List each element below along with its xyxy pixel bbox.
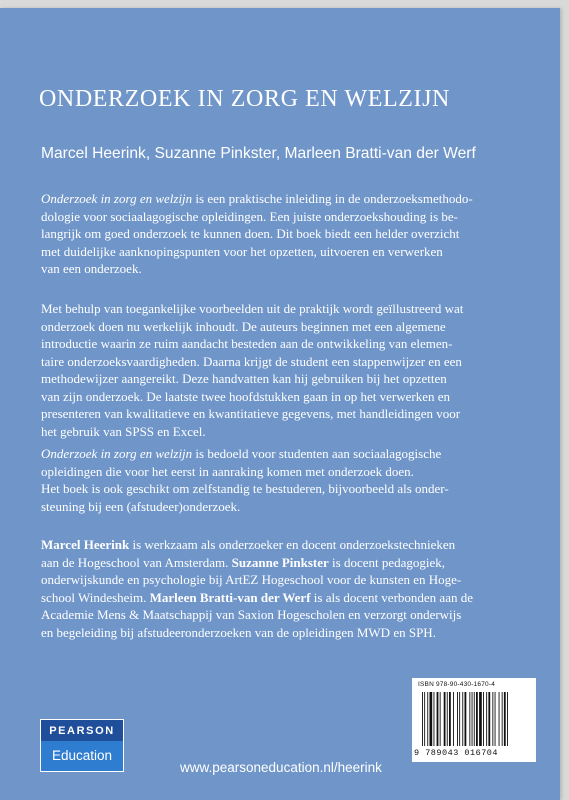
- text-line: [41, 190, 531, 208]
- bold-name-run: Suzanne Pinkster: [231, 554, 329, 570]
- text-line: [41, 445, 531, 463]
- text-line: [41, 624, 531, 642]
- text-run: steuning bij een (afstudeer)onderzoek.: [41, 498, 241, 514]
- text-line: [41, 463, 531, 481]
- text-run: is werkzaam als onderzoeker en docent onderzoekstechnieken: [129, 537, 456, 552]
- bold-name-run: Marcel Heerink: [41, 537, 130, 552]
- text-run: is bedoeld voor studenten aan sociaalagogische: [192, 446, 442, 461]
- barcode-icon: [420, 692, 528, 748]
- text-run: Academie Mens & Maatschappij van Saxion Hogescholen en verzorgt onderwijs: [41, 607, 462, 622]
- paragraph-audience: [41, 445, 531, 515]
- text-line: [41, 243, 531, 261]
- text-run: met duidelijke aanknopingspunten voor het opzetten, uitvoeren en verwerken: [41, 243, 443, 259]
- text-line: [41, 260, 531, 278]
- text-line: [41, 571, 531, 589]
- text-line: [41, 554, 531, 572]
- text-line: [41, 300, 531, 318]
- text-run: het gebruik van SPSS en Excel.: [41, 423, 206, 439]
- author-line: Marcel Heerink, Suzanne Pinkster, Marleen Bratti-van der Werf: [41, 145, 476, 162]
- text-run: onderzoek doen nu werkelijk inhoudt. De auteurs beginnen met een algemene: [41, 318, 446, 334]
- logo-wordmark-pearson: PEARSON: [49, 725, 115, 737]
- text-run: onderwijskunde en psychologie bij ArtEZ Hogeschool voor de kunsten en Hoge-: [41, 572, 462, 587]
- text-line: [41, 353, 531, 371]
- text-run: en begeleiding bij afstudeeronderzoeken van de opleidingen MWD en SPH.: [41, 624, 436, 640]
- text-line: [41, 405, 531, 423]
- text-run: is docent pedagogiek,: [328, 554, 446, 570]
- text-run: is een praktische inleiding in de onderzoeksmethodo-: [192, 191, 473, 206]
- book-title: ONDERZOEK IN ZORG EN WELZIJN: [39, 86, 450, 112]
- text-run: langrijk om goed onderzoek te kunnen doen. Dit boek biedt een helder overzicht: [41, 226, 460, 241]
- text-line: [41, 536, 531, 554]
- text-line: [41, 225, 531, 243]
- italic-title-run: Onderzoek in zorg en welzijn: [41, 191, 193, 206]
- isbn-barcode: [412, 678, 536, 762]
- publisher-url: www.pearsoneducation.nl/heerink: [180, 760, 382, 775]
- text-run: school Windesheim.: [41, 589, 150, 605]
- text-line: [41, 606, 531, 624]
- text-run: is als docent verbonden aan de: [310, 589, 473, 605]
- text-line: [41, 335, 531, 353]
- isbn-label: ISBN 978-90-430-1670-4: [418, 681, 496, 688]
- text-run: Het boek is ook geschikt om zelfstandig te bestuderen, bijvoorbeeld als onder-: [41, 481, 449, 496]
- text-run: opleidingen die voor het eerst in aanraking komen met onderzoek doen.: [41, 463, 414, 479]
- paragraph-introduction: [41, 190, 531, 278]
- barcode-digits: 9 789043 016704: [414, 748, 499, 758]
- text-run: introductie waarin ze ruim aandacht besteden aan de ontwikkeling van elemen-: [41, 336, 453, 351]
- book-back-cover: [0, 8, 560, 800]
- text-line: [41, 318, 531, 336]
- text-run: van zijn onderzoek. De laatste twee hoofdstukken gaan in op het verwerken en: [41, 388, 450, 404]
- text-line: [41, 208, 531, 226]
- text-line: [41, 589, 531, 607]
- text-line: [41, 480, 531, 498]
- paragraph-description: [41, 300, 531, 440]
- text-run: aan de Hogeschool van Amsterdam.: [41, 554, 232, 570]
- pearson-education-logo: [40, 719, 124, 772]
- text-line: [41, 423, 531, 441]
- text-run: Met behulp van toegankelijke voorbeelden uit de praktijk wordt geïllustreerd wat: [41, 301, 464, 316]
- bold-name-run: Marleen Bratti-van der Werf: [149, 589, 311, 605]
- text-run: van een onderzoek.: [41, 261, 142, 276]
- text-run: dologie voor sociaalagogische opleidingen. Een juiste onderzoekshouding is be-: [41, 208, 458, 224]
- text-line: [41, 498, 531, 516]
- text-line: [41, 388, 531, 406]
- text-run: taire onderzoeksvaardigheden. Daarna krijgt de student een stappenwijzer en een: [41, 353, 462, 369]
- text-run: presenteren van kwalitatieve en kwantitatieve gegevens, met handleidingen voor: [41, 406, 461, 421]
- text-run: methodewijzer aangereikt. Deze handvatten kan hij gebruiken bij het opzetten: [41, 371, 447, 386]
- italic-title-run: Onderzoek in zorg en welzijn: [41, 446, 193, 461]
- logo-wordmark-education: Education: [41, 741, 123, 771]
- text-line: [41, 370, 531, 388]
- paragraph-authors-bio: [41, 536, 531, 641]
